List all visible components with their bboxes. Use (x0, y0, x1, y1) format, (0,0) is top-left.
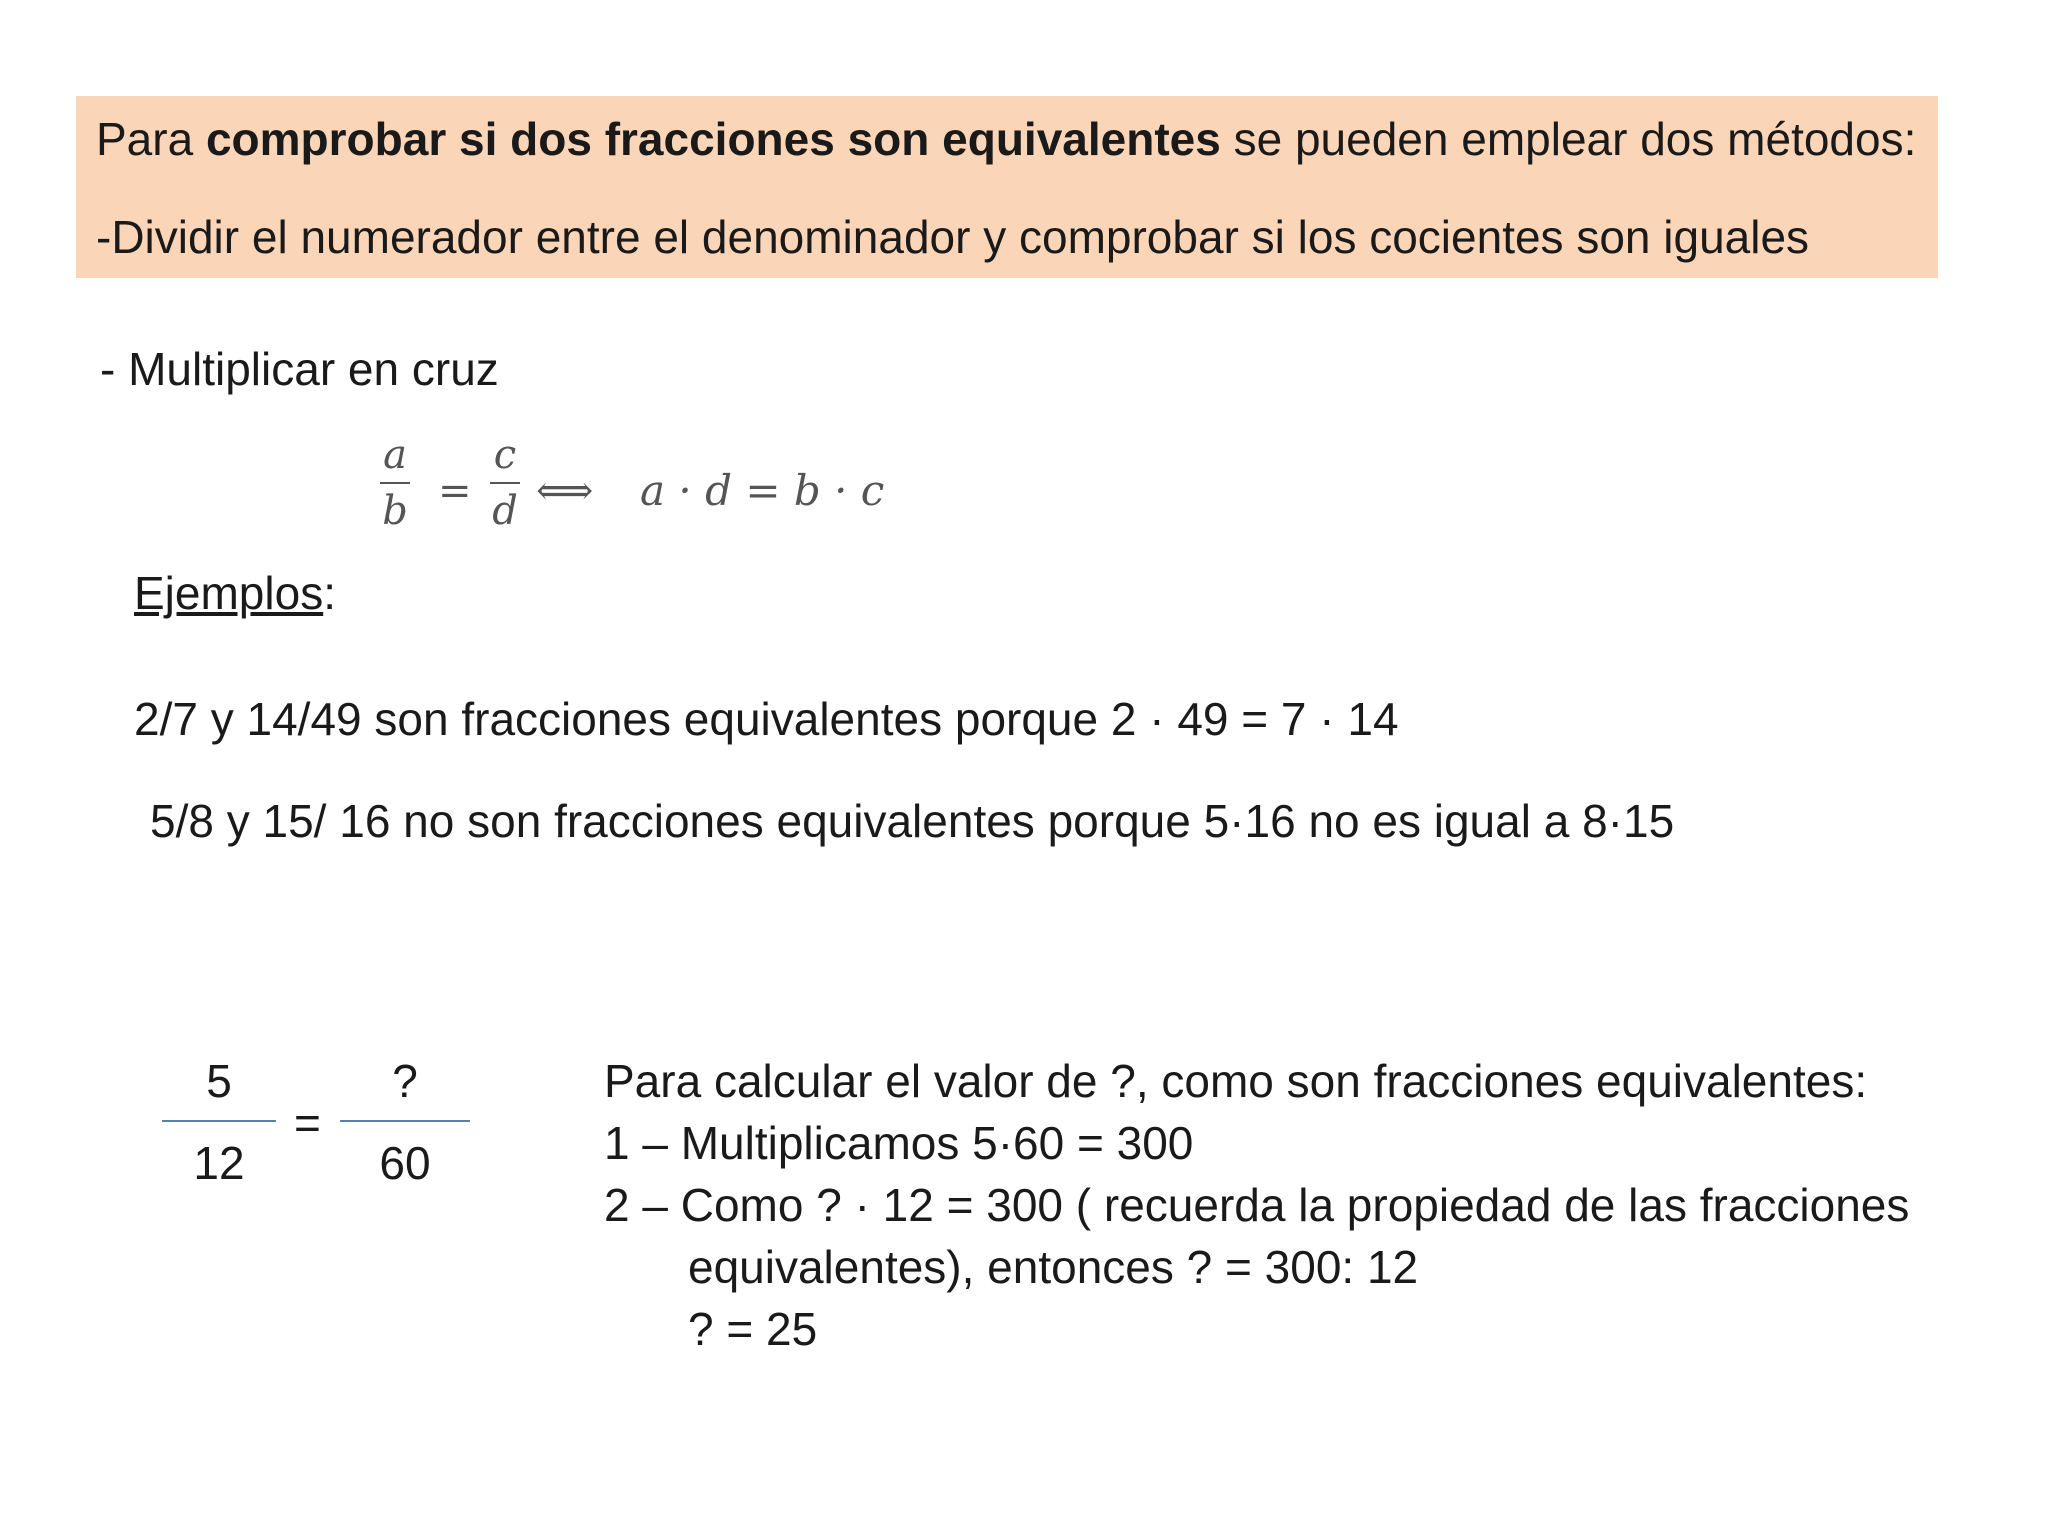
intro-bold: comprobar si dos fracciones son equivalentes (205, 113, 1221, 165)
formula-iff: ⟺ (536, 468, 594, 514)
step-2-continued: equivalentes), entonces ? = 300: 12 (688, 1241, 1419, 1293)
exercise-left-den: 12 (193, 1137, 245, 1189)
step-intro: Para calcular el valor de ?, como son fracciones equivalentes: (604, 1055, 1868, 1107)
examples-heading (134, 567, 336, 619)
formula-a: a (383, 432, 407, 478)
examples-heading-text: Ejemplos (134, 567, 324, 619)
cross-multiply-formula (380, 432, 900, 542)
exercise-right-den: 60 (379, 1137, 431, 1189)
step-1: 1 – Multiplicamos 5·60 = 300 (604, 1117, 1194, 1169)
method-cross-multiply: - Multiplicar en cruz (100, 343, 499, 395)
exercise-right-num: ? (392, 1055, 418, 1107)
formula-fraction-a-b (380, 432, 410, 534)
formula-d: d (492, 488, 518, 534)
exercise-equation (193, 1055, 526, 1198)
intro-post: se pueden emplear dos métodos: (1220, 113, 1917, 165)
exercise-right-fraction (340, 1055, 470, 1189)
formula-b: b (382, 488, 408, 534)
step-2: 2 – Como ? · 12 = 300 ( recuerda la propiedad de las fracciones (604, 1179, 1910, 1231)
exercise-equals: = (294, 1097, 321, 1149)
examples-heading-colon: : (323, 567, 336, 619)
exercise-left-num: 5 (206, 1055, 232, 1107)
example-equivalent: 2/7 y 14/49 son fracciones equivalentes porque 2 · 49 = 7 · 14 (134, 693, 1399, 745)
formula-rhs: a · d = b · c (640, 466, 885, 515)
formula-c: c (493, 432, 517, 478)
step-result: ? = 25 (688, 1303, 818, 1355)
method-divide: -Dividir el numerador entre el denominador y comprobar si los cocientes son iguales (96, 211, 1810, 263)
formula-equals: = (438, 468, 472, 514)
exercise-left-fraction (162, 1055, 276, 1189)
intro-statement (96, 113, 1917, 165)
exercise-steps (604, 1055, 2004, 1358)
formula-fraction-c-d (490, 432, 520, 534)
example-not-equivalent: 5/8 y 15/ 16 no son fracciones equivalentes porque 5·16 no es igual a 8·15 (150, 795, 1675, 847)
intro-pre: Para (96, 113, 206, 165)
